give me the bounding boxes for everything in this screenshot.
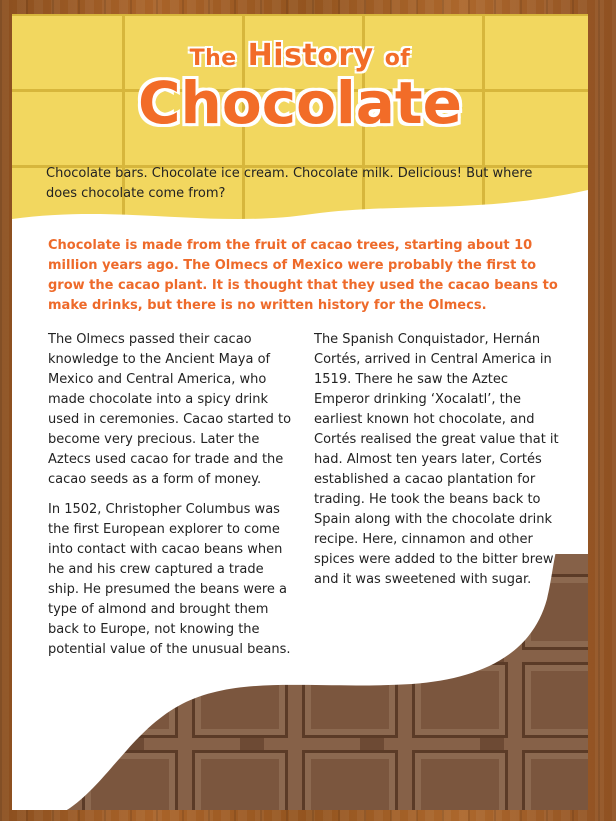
left-paragraph-1: The Olmecs passed their cacao knowledge to the Ancient Maya of Mexico and Central America, who made chocolate into a spicy drink used in ceremonies. Cacao started to become very precious. Later the Aztecs used cacao for trade and the cacao seeds as a form of money. <box>48 332 292 487</box>
left-column <box>48 330 294 670</box>
title-chocolate: Chocolate <box>137 69 462 137</box>
title-the: The <box>189 46 237 71</box>
title-history: History <box>247 38 374 73</box>
right-column <box>314 330 560 600</box>
title-of: of <box>384 46 411 71</box>
left-paragraph-2: In 1502, Christopher Columbus was the first European explorer to come into contact with cacao beans when he and his crew captured a trade ship. He presumed the beans were a type of almond and brought them back to Europe, not knowing the potential value of the unusual beans. <box>48 502 291 657</box>
lead-paragraph: Chocolate is made from the fruit of cacao trees, starting about 10 million years ago. The Olmecs of Mexico were probably the first to grow the cacao plant. It is thought that they used the cacao beans to make drinks, but there is no written history for the Olmecs. <box>48 238 558 313</box>
title-line-1 <box>12 38 588 73</box>
title-block <box>12 38 588 137</box>
right-paragraph-1: The Spanish Conquistador, Hernán Cortés, arrived in Central America in 1519. There he saw the Aztec Emperor drinking ‘Xocalatl’, the earliest known hot chocolate, and Cortés realised the great value that it had. Almost ten years later, Cortés established a cacao plantation for trading. He took the beans back to Spain along with the chocolate drink recipe. Here, cinnamon and other spices were added to the bitter brew and it was sweetened with sugar. <box>314 332 559 587</box>
intro-text: Chocolate bars. Chocolate ice cream. Chocolate milk. Delicious! But where does chocolate come from? <box>46 166 533 201</box>
poster-page <box>12 14 588 810</box>
